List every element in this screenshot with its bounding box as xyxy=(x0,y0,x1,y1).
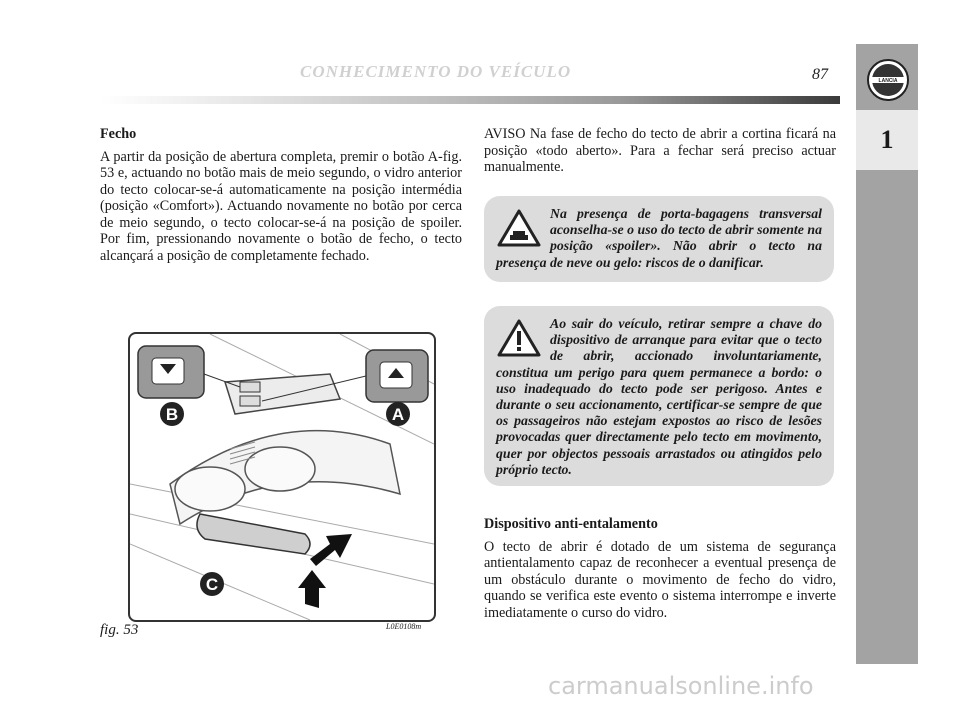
section-heading-anti-entalamento: Dispositivo anti-entalamento xyxy=(484,516,658,532)
page-number: 87 xyxy=(812,66,828,83)
warning-box-key xyxy=(484,306,834,486)
logo-text: LANCIA xyxy=(878,78,898,84)
warning-text-key: Ao sair do veículo, retirar sempre a chave do dispositivo de arranque para evitar que o tecto de abrir, accionado involuntariamente, constitua um perigo para quem permanece a bordo: o uso inadequado do tecto pode ser perigoso. Antes e durante o seu accionamento, certificar-se sempre de que os passageiros não estejam expostos ao risco de lesões provocadas quer directamente pelo tecto em movimento, quer por objectos pessoais arrastados ou atingidos pelo próprio tecto. xyxy=(496,316,822,477)
chapter-number: 1 xyxy=(856,110,918,170)
lancia-logo-icon xyxy=(866,58,910,102)
anti-entalamento-paragraph: O tecto de abrir é dotado de um sistema de segurança antientalamento capaz de reconhecer a eventual presença de um obstáculo durante o movimento de fecho do vidro, quando se verifica este evento o sistema interrompe e inverte imediatamente o curso do vidro. xyxy=(484,538,836,621)
roof-console-illustration xyxy=(130,334,434,620)
fecho-paragraph: A partir da posição de abertura completa, premir o botão A-fig. 53 e, actuando no botão mais de meio segundo, o vidro anterior do tecto colocar-se-á automaticamente na posição intermédia (posição «Comfort»). Actuando novamente no botão por cerca de meio segundo, o tecto colocar-se-á na posição de spoiler. Por fim, pressionando novamente o botão de fecho, o tecto alcançará a posição de completamente fechado. xyxy=(100,148,462,264)
warning-triangle-icon xyxy=(496,318,542,358)
running-header-title: CONHECIMENTO DO VEÍCULO xyxy=(300,62,572,81)
figure-label-b: B xyxy=(165,405,179,424)
right-column-bottom xyxy=(484,516,836,621)
figure-label-a: A xyxy=(391,405,405,424)
right-column-top xyxy=(484,126,836,176)
figure-53 xyxy=(128,332,436,622)
aviso-paragraph: AVISO Na fase de fecho do tecto de abrir a cortina ficará na posição «todo aberto». Para a fechar será preciso actuar manualmente. xyxy=(484,126,836,175)
figure-caption: fig. 53 xyxy=(100,622,139,638)
watermark: carmanualsonline.info xyxy=(548,672,814,700)
section-heading-fecho: Fecho xyxy=(100,126,137,142)
warning-text-luggage-rack: Na presença de porta-bagagens transversal aconselha-se o uso do tecto de abrir somente na posição «spoiler». Não abrir o tecto na presença de neve ou gelo: riscos de o danificar. xyxy=(496,206,822,270)
left-column xyxy=(100,126,462,264)
header-rule xyxy=(100,96,840,104)
figure-label-c: C xyxy=(205,575,219,594)
warning-box-luggage-rack xyxy=(484,196,834,282)
roof-rack-warning-icon xyxy=(496,208,542,248)
figure-code: L0E0108m xyxy=(386,622,422,631)
